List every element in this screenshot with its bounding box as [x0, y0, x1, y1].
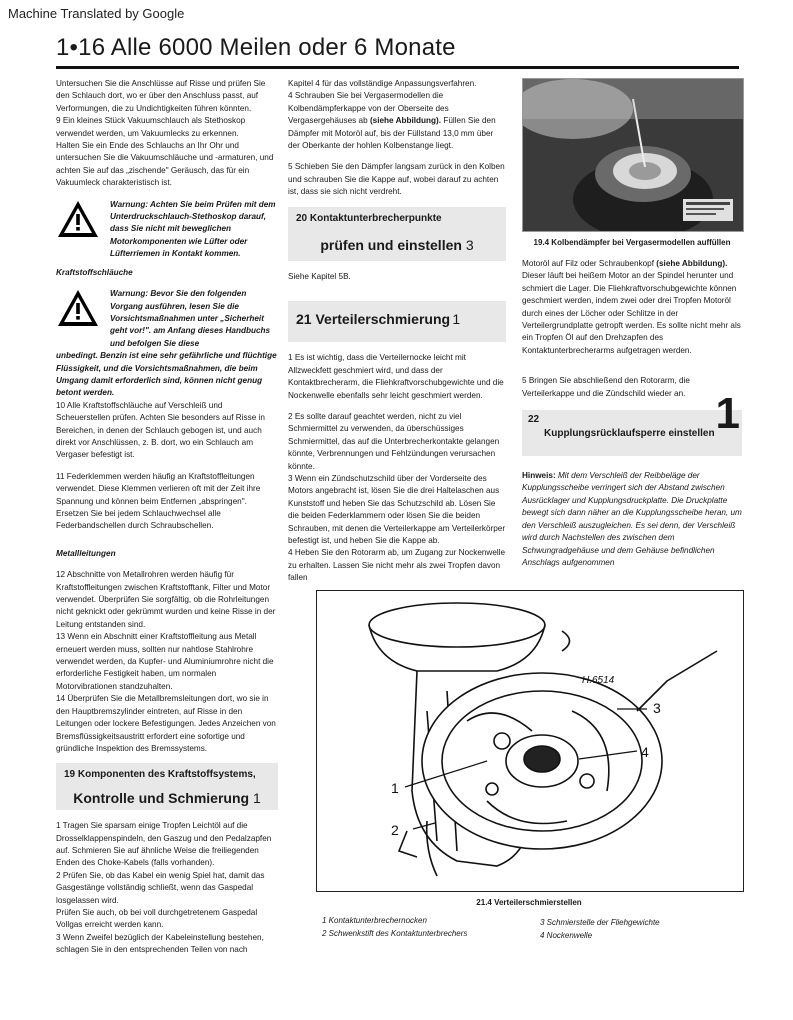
difficulty-rating: 1 [715, 389, 740, 439]
photo-piston-damper [522, 78, 744, 232]
paragraph-19-2: 2 Prüfen Sie, ob das Kabel ein wenig Spiel hat, damit das Gasgestänge vollständig schließt, wenn das Gaspedal losgelassen wird. [56, 870, 265, 905]
figure-reference-label: H.6514 [582, 675, 615, 686]
section-20-title: prüfen und einstellen 3 [320, 237, 474, 254]
section-19-header [56, 763, 278, 810]
paragraph-21-5: 5 Bringen Sie abschließend den Rotorarm, die Verteilerkappe und die Zündschild wieder an. [522, 376, 690, 398]
callout-1: 1 [391, 780, 399, 796]
legend-item: 4 Nockenwelle [540, 931, 593, 940]
machine-translation-banner: Machine Translated by Google [8, 6, 185, 21]
diagram-legend-right [540, 916, 660, 942]
section-22-title: Kupplungsrücklaufsperre einstellen [544, 428, 715, 440]
subheading-fuel-hoses: Kraftstoffschläuche [56, 267, 133, 277]
warning-text: Warnung: Achten Sie beim Prüfen mit dem Unterdruckschlauch-Stethoskop darauf, dass Sie nicht mit beweglichen Motorkomponenten wie Lüfter oder Lüfterriemen in Kontakt kommen. [110, 199, 276, 259]
paragraph-19-1: 1 Tragen Sie sparsam einige Tropfen Leichtöl auf die Drosselklappenspindeln, den Gaszug und den Pedalzapfen auf. Schmieren Sie auf ähnliche Weise die freiliegenden Enden des Choke-Kabels (falls vorhanden). [56, 821, 272, 868]
paragraph-21-1: 1 Es ist wichtig, dass die Verteilernocke leicht mit Allzweckfett geschmiert wird, und dass der Kontaktbrecherarm, die Fliehkraftvorschubgewichte und die Nockenwelle ebenfalls sehr leicht geschmiert werden. [288, 353, 504, 400]
column-1 [56, 78, 278, 957]
warning-box-vacuum [56, 199, 278, 261]
warning-text: Warnung: Bevor Sie den folgenden Vorgang ausführen, lesen Sie die Vorsichtsmaßnahmen unter „Sicherheit geht vor!". am Anfang dieses Handbuchs und befolgen Sie diese [110, 289, 271, 348]
paragraph-21-3: 3 Wenn ein Zündschutzschild über der Vorderseite des Motors angebracht ist, lösen Sie die drei Haltelaschen aus Kunststoff und heben Sie das Schutzschild ab. Lösen Sie die beiden Federklammern oder lösen Sie die beiden Schrauben, mit denen die Verteilerkappe am Verteilerkörper befestigt ist, und heben Sie die Kappe ab. [288, 473, 506, 545]
warning-triangle-icon [56, 199, 100, 239]
paragraph-12: 12 Abschnitte von Metallrohren werden häufig für Kraftstoffleitungen zwischen Kraftstofftank, Filter und Motor verwendet. Überprüfen Sie sorgfältig, ob die Rohrleitungen nicht geknickt oder gekrümmt wurden und keine Risse in der Leitung entstanden sind. [56, 570, 276, 629]
callout-4: 4 [641, 744, 649, 760]
column-2 [288, 78, 506, 585]
paragraph-19-3: 3 Wenn Zweifel bezüglich der Kabeleinstellung bestehen, schlagen Sie in den entsprechenden Teilen von nach [56, 932, 264, 955]
title-rule [56, 66, 739, 69]
warning-box-fuel [56, 288, 278, 350]
legend-item: 2 Schwenkstift des Kontaktunterbrechers [322, 929, 468, 938]
section-19-title: Kontrolle und Schmierung 1 [73, 789, 261, 806]
warning-text-continued: unbedingt. Benzin ist eine sehr gefährliche und flüchtige Flüssigkeit, und die Vorsichtsmaßnahmen, die beim Umgang damit erforderlich sind, können nicht genug betont werden. [56, 351, 277, 398]
page-title: 1•16 Alle 6000 Meilen oder 6 Monate [56, 34, 456, 61]
paragraph-21-4: 4 Heben Sie den Rotorarm ab, um Zugang zur Nockenwelle zu erhalten. Lassen Sie nicht mehr als zwei Tropfen davon fallen [288, 548, 506, 583]
distributor-diagram [316, 590, 744, 892]
paragraph-21-4-cont: Motoröl auf Filz oder Schraubenkopf (siehe Abbildung). Dieser läuft bei heißem Motor an der Spindel herunter und schmiert die Lager. Die Fliehkraftvorschubgewichte können geschmiert werden, indem zwei oder drei Tropfen Motoröl durch eines der Löcher oder Schlitze in der Verteilergrundplatte getropft werden. Es sollte nicht mehr als ein Tropfen Öl auf den Drehzapfen des Kontaktunterbrecherarms aufgetragen werden. [522, 259, 741, 355]
photo-illustration [523, 79, 743, 231]
paragraph-13: 13 Wenn ein Abschnitt einer Kraftstoffleitung aus Metall erneuert werden muss, sollten nur nahtlose Stahlrohre verwendet werden, da Kupfer- und Aluminiumrohre nicht die erforderliche Festigkeit haben, um normalen Motorvibrationen standzuhalten. [56, 632, 274, 691]
callout-2: 2 [391, 822, 399, 838]
paragraph: Kapitel 4 für das vollständige Anpassungsverfahren. [288, 79, 477, 88]
diagram-legend-left [322, 914, 467, 940]
legend-item: 1 Kontaktunterbrechernocken [322, 916, 427, 925]
section-20-number-line: 20 Kontaktunterbrecherpunkte [296, 212, 442, 224]
section-20-header [288, 207, 506, 262]
paragraph-21-2: 2 Es sollte darauf geachtet werden, nicht zu viel Schmiermittel zu verwenden, da überschüssiges Schmiermittel, das auf die Unterbrecherkontakte gelangen könnte, Verbrennungen und Fehlzündungen verursachen könnte. [288, 411, 500, 471]
distributor-illustration [317, 591, 743, 891]
difficulty-rating: 1 [252, 789, 261, 806]
section-19-number-line: 19 Komponenten des Kraftstoffsystems, [64, 769, 256, 781]
column-3 [522, 78, 742, 569]
paragraph-10: 10 Alle Kraftstoffschläuche auf Verschleiß und Scheuerstellen prüfen. Achten Sie besonders auf Risse in Bereichen, in denen der Schlauch gebogen ist, und auch direkt vor Anschlüssen, z. B. dort, wo ein Schlauch am Vergaser befestigt ist. [56, 400, 265, 460]
paragraph-19-2b: Prüfen Sie auch, ob bei voll durchgetretenem Gaspedal Vollgas erreicht werden kann. [56, 907, 258, 930]
paragraph-19-4: 4 Schrauben Sie bei Vergasermodellen die Kolbendämpferkappe von der Oberseite des Vergasergehäuses ab (siehe Abbildung). Füllen Sie den Dämpfer mit Motoröl auf, bis der Füllstand 13,0 mm über der Oberkante der hohlen Kolbenstange liegt. [288, 91, 496, 151]
callout-3: 3 [653, 700, 661, 716]
paragraph: Halten Sie ein Ende des Schlauchs an Ihr Ohr und untersuchen Sie die Vakuumschläuche und -armaturen, und achten Sie auf das „zischende" Geräusch, das für ein Vakuumleck charakteristisch ist. [56, 141, 274, 188]
paragraph-19-5: 5 Schieben Sie den Dämpfer langsam zurück in den Kolben und schrauben Sie die Kappe auf, wobei darauf zu achten ist, dass sie sich nicht verdreht. [288, 162, 505, 197]
paragraph-9: 9 Ein kleines Stück Vakuumschlauch als Stethoskop verwendet werden, um Vakuumlecks zu erkennen. [56, 116, 246, 138]
section-21-header [288, 301, 506, 342]
warning-triangle-icon [56, 288, 100, 328]
paragraph-11: 11 Federklemmen werden häufig an Kraftstoffleitungen verwendet. Diese Klemmen verlieren oft mit der Zeit ihre Spannung und können beim Entfernen „abspringen". Ersetzen Sie bei jedem Schlauchwechsel alle Federbandschellen durch Schraubschellen. [56, 471, 261, 531]
hint-paragraph: Hinweis: Mit dem Verschleiß der Reibbeläge der Kupplungsscheibe verringert sich der Abstand zwischen Ausrücklager und Kupplungsdruckplatte. Die Druckplatte bewegt sich dann näher an die Kupplungsscheibe heran, um den Verschleiß auszugleichen. Es sei denn, der Verschleiß wird durch Nachstellen des zwischen dem Schwungradgehäuse und dem Gehäuse befindlichen Anschlags aufgenommen [522, 471, 742, 567]
subheading-metal-lines: Metallleitungen [56, 548, 116, 558]
photo-caption: 19.4 Kolbendämpfer bei Vergasermodellen auffüllen [533, 238, 731, 247]
section-22-header [522, 389, 742, 456]
section-21-title: 21 Verteilerschmierung [296, 310, 451, 327]
paragraph: Untersuchen Sie die Anschlüsse auf Risse und prüfen Sie den Schlauch dort, wo er über den Anschluss passt, auf Verformungen, die zu Undichtigkeiten führen könnten. [56, 79, 266, 113]
diagram-caption: 21.4 Verteilerschmierstellen [476, 898, 582, 907]
difficulty-rating: 1 [452, 310, 461, 327]
paragraph-14: 14 Überprüfen Sie die Metallbremsleitungen dort, wo sie in den Hauptbremszylinder eintreten, auf Risse in den Leitungen oder lockere Befestigungen. Jedes Anzeichen von Bremsflüssigkeitsaustritt erfordert eine sofortige und gründliche Inspektion des Bremssystems. [56, 694, 276, 753]
difficulty-rating: 3 [465, 237, 474, 254]
section-22-number: 22 [528, 414, 540, 426]
paragraph-20: Siehe Kapitel 5B. [288, 272, 351, 282]
legend-item: 3 Schmierstelle der Fliehgewichte [540, 918, 660, 927]
